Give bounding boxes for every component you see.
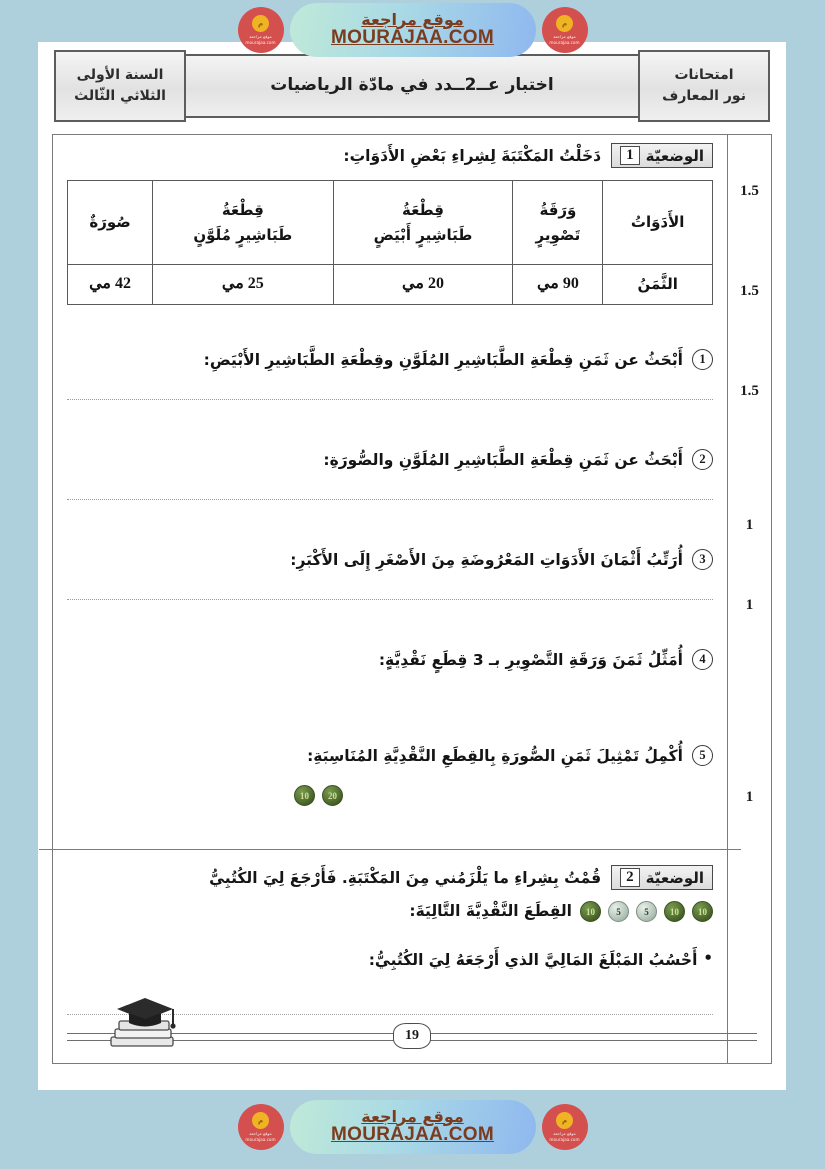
header-term: نور المعارف <box>662 88 746 104</box>
exercise2-prompt-line2: القِطَعَ النَّقْدِيَّةَ التَّالِيَةَ: <box>409 902 572 921</box>
question-text-4: أُمَثِّلُ ثَمَنَ وَرَقَةِ التَّصْوِيرِ بـ 3 قِطَعٍ نَقْدِيَّةٍ: <box>378 651 683 669</box>
mark-q2: 1.5 <box>740 283 759 299</box>
table-cell-price-3: 25 مي <box>153 265 333 305</box>
table-row-tools <box>68 181 713 265</box>
mark-q1: 1.5 <box>740 183 759 199</box>
exercise2-question-bullet: • <box>703 949 713 968</box>
coin-10[interactable]: 10 <box>294 785 315 806</box>
page-number-badge: 19 <box>393 1023 431 1049</box>
exam-sheet <box>38 42 786 1090</box>
watermark-logo-caption: موقع مراجعة mourajaa.com <box>549 34 580 45</box>
graduation-cap-books-icon <box>95 985 191 1059</box>
exercise2-heading <box>67 865 713 892</box>
logo-icon: م <box>252 15 269 32</box>
question-number-5: 5 <box>692 745 713 766</box>
exercise2 <box>67 865 713 974</box>
header-title-box <box>184 54 640 118</box>
watermark-arabic-text: موقع مراجعة <box>361 9 464 29</box>
exercise2-question-text: أَحْسُبُ المَبْلَغَ المَالِيَّ الذي أَرْجَعَهُ لِيَ الكُتُبِيُّ: <box>368 951 698 970</box>
coin-5[interactable]: 5 <box>636 901 657 922</box>
watermark-arabic-text: موقع مراجعة <box>361 1106 464 1126</box>
header-right-box <box>54 50 186 122</box>
table-row-prices <box>68 265 713 305</box>
watermark-pill <box>290 1100 536 1154</box>
question-text-1: أَبْحَثُ عن ثَمَنِ قِطْعَةِ الطَّبَاشِيرِ المُلَوَّنِ وقِطْعَةِ الطَّبَاشِيرِ الأَبْيَضِ: <box>203 351 683 369</box>
exercise2-tag-label: الوضعيّة <box>645 868 704 887</box>
price-table <box>67 180 713 305</box>
table-row-label-price: الثَّمَنُ <box>603 265 713 305</box>
mark-q4: 1 <box>745 517 754 533</box>
tool-name-line1: وَرَقَةُ <box>539 200 577 219</box>
table-cell-tool-2 <box>333 181 513 265</box>
exercise1-tag-number: 1 <box>620 146 640 165</box>
exercise2-tag <box>611 865 713 890</box>
exercise1-tag <box>611 143 713 168</box>
coin-20[interactable]: 20 <box>322 785 343 806</box>
watermark-english-text: MOURAJAA.COM <box>331 27 494 49</box>
question-3 <box>67 547 713 600</box>
exercise2-tag-number: 2 <box>620 868 640 887</box>
header-grade-level: السنة الأولى <box>76 67 164 83</box>
table-cell-price-2: 20 مي <box>333 265 513 305</box>
exercise1-heading <box>67 143 713 170</box>
answer-line-1[interactable] <box>67 399 713 400</box>
logo-icon: م <box>556 1112 573 1129</box>
questions-column <box>53 135 727 1063</box>
exercise2-prompt-line1: قُمْتُ بِشِراءِ ما يَلْزَمُني مِنَ المَكْتَبَةِ. فَأَرْجَعَ لِيَ الكُتُبِيُّ <box>209 869 602 887</box>
logo-icon: م <box>252 1112 269 1129</box>
exercise2-coins <box>580 901 713 922</box>
tool-name-line2: طَبَاشِيرٍ أَبْيَضٍ <box>373 225 473 244</box>
question-number-2: 2 <box>692 449 713 470</box>
question-number-1: 1 <box>692 349 713 370</box>
question-5 <box>67 743 713 806</box>
question-text-3: أُرَتِّبُ أَثْمَانَ الأَدَوَاتِ المَعْرُوضَةِ مِنَ الأَصْغَرِ إِلَى الأَكْبَرِ: <box>290 551 683 569</box>
coin-10[interactable]: 10 <box>580 901 601 922</box>
tool-name-line2: تَصْوِيرٍ <box>535 225 581 244</box>
coin-5[interactable]: 5 <box>608 901 629 922</box>
watermark-logo-caption: موقع مراجعة mourajaa.com <box>549 1131 580 1142</box>
mark-q5: 1 <box>745 597 754 613</box>
exam-body-frame <box>52 134 772 1064</box>
question-text-5: أُكْمِلُ تَمْثِيلَ ثَمَنِ الصُّورَةِ بِالقِطَعِ النَّقْدِيَّةِ المُنَاسِبَةِ: <box>307 747 683 765</box>
tool-name-line1: قِطْعَةُ <box>401 200 444 219</box>
logo-icon: م <box>556 15 573 32</box>
exercise1-prompt: دَخَلْتُ المَكْتَبَةَ لِشِراءِ بَعْضِ الأَدَوَاتِ: <box>343 147 602 165</box>
marks-column <box>727 135 771 1063</box>
header-school-year: امتحانات <box>674 67 734 83</box>
question-2 <box>67 447 713 500</box>
question-5-coins <box>67 785 713 806</box>
exercise1-tag-label: الوضعيّة <box>645 146 704 165</box>
mark-q3: 1.5 <box>740 383 759 399</box>
header-trimester: الثلاثي الثّالث <box>74 88 166 104</box>
tool-name-line1: قِطْعَةُ <box>221 200 264 219</box>
question-4 <box>67 647 713 673</box>
exercise-divider <box>39 849 741 850</box>
watermark-logo-caption: موقع مراجعة mourajaa.com <box>245 34 276 45</box>
tool-name-line1: صُورَةٌ <box>89 213 131 232</box>
page-title: اختبار عــ2ــدد في مادّة الرياضيات <box>270 75 554 96</box>
tool-name-line2: طَبَاشِيرٍ مُلَوَّنٍ <box>193 225 293 244</box>
question-1 <box>67 347 713 400</box>
header-left-box <box>638 50 770 122</box>
question-number-4: 4 <box>692 649 713 670</box>
table-cell-price-4: 42 مي <box>68 265 153 305</box>
table-cell-price-1: 90 مي <box>513 265 603 305</box>
answer-line-2[interactable] <box>67 499 713 500</box>
watermark-logo-caption: موقع مراجعة mourajaa.com <box>245 1131 276 1142</box>
watermark-english-text: MOURAJAA.COM <box>331 1124 494 1146</box>
mark-ex2-q1: 1 <box>745 789 754 805</box>
question-number-3: 3 <box>692 549 713 570</box>
watermark-logo-right <box>238 1104 284 1150</box>
table-cell-tool-4 <box>68 181 153 265</box>
exam-header-ribbon <box>54 50 770 122</box>
watermark-logo-left <box>542 1104 588 1150</box>
coin-10[interactable]: 10 <box>664 901 685 922</box>
table-row-label-tools: الأَدَوَاتُ <box>603 181 713 265</box>
question-text-2: أَبْحَثُ عن ثَمَنِ قِطْعَةِ الطَّبَاشِيرِ المُلَوَّنِ والصُّورَةِ: <box>323 451 683 469</box>
answer-line-3[interactable] <box>67 599 713 600</box>
coin-10[interactable]: 10 <box>692 901 713 922</box>
table-cell-tool-1 <box>513 181 603 265</box>
table-cell-tool-3 <box>153 181 333 265</box>
watermark-bottom <box>0 1099 825 1155</box>
